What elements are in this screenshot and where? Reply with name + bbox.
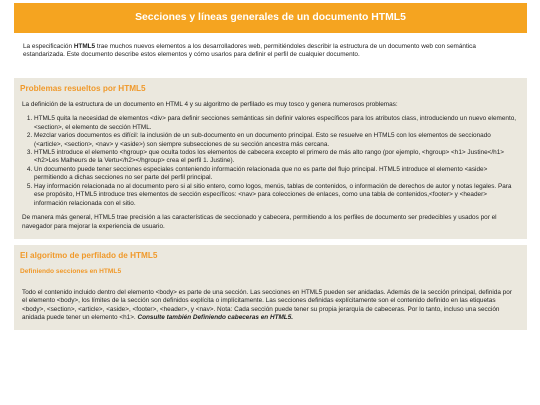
section-algorithm-title: El algoritmo de perfilado de HTML5: [20, 251, 158, 261]
page-title: Secciones y líneas generales de un documento HTML5: [135, 12, 406, 24]
page-header: [14, 3, 527, 33]
intro-suffix: trae muchos nuevos elementos a los desarrolladores web, permitiéndoles describir la estructura de un documento web con semántica estandarizada. Este documento describe estos elementos y cómo usarlos para definir el perfil de cualquier documento.: [23, 43, 476, 59]
list-item: 3. HTML5 introduce el elemento <hgroup> que oculta todos los elementos de cabecera excepto el primero de más alto rango (por ejemplo, <hgroup> <h1> Justine</h1><h2>Les Malheurs de la Vertu</h2></hgroup> crea el perfil 1. Justine).: [34, 149, 518, 166]
problems-list: [22, 115, 518, 208]
section-algorithm-subtitle: Definiendo secciones en HTML5: [20, 267, 122, 275]
section-problems-title: Problemas resueltos por HTML5: [20, 83, 146, 93]
list-item: 5. Hay información relacionada no al documento pero si al sitio entero, como logos, menús, tablas de contenidos, o información de derechos de autor y notas legales. Para ese propósito, HTML5 introduce tres elementos de sección específicos: <nav> para colecciones de enlaces, como una tabla de contenidos,<footer> y <header> información relacionada con el sitio.: [34, 183, 518, 208]
intro-prefix: La especificación: [23, 43, 74, 50]
section-algorithm-body-text: Todo el contenido incluido dentro del elemento <body> es parte de una sección. Las secciones en HTML5 pueden ser anidadas. Además de la sección principal, definida por el elemento <body>, los límites de la sección son definidos explícita o implícitamente. Las secciones definidas explícitamente son el contenido definido en las etiquetas <body>, <section>, <article>, <aside>, <footer>, <header>, y <nav>. Nota: Cada sección puede tener su propia jerarquía de cabeceras. Por lo tanto, incluso una sección anidada puede tener un elemento <h1>.: [22, 288, 512, 321]
list-item: 2. Mezclar varios documentos es difícil: la inclusión de un sub-documento en un documento principal. Esto se resuelve en HTML5 con los elementos de seccionado (<article>, <section>, <nav> y <aside>) son siempre subsecciones de su sección ancestra más cercana.: [34, 132, 518, 149]
list-item: 4. Un documento puede tener secciones especiales conteniendo información relacionada que no es parte del flujo principal. HTML5 introduce el elemento <aside> permitiendo a dichas secciones no ser parte del perfil principal.: [34, 166, 518, 183]
section-algorithm: [14, 245, 527, 330]
section-problems: [14, 78, 527, 239]
section-problems-lead: La definición de la estructura de un documento en HTML 4 y su algoritmo de perfilado es muy tosco y genera numerosos problemas:: [22, 100, 398, 108]
see-also-link[interactable]: Consulte también Definiendo cabeceras en HTML5.: [137, 313, 294, 321]
list-item: 1. HTML5 quita la necesidad de elementos <div> para definir secciones semánticas sin definir valores específicos para los atributos class, introduciendo un nuevo elemento, <section>, el elemento de sección HTML.: [34, 115, 518, 132]
section-algorithm-body: [22, 289, 518, 323]
intro-paragraph: [14, 33, 527, 60]
section-problems-closing: De manera más general, HTML5 trae precisión a las características de seccionado y cabecera, permitiendo a los perfiles de documento ser predecibles y usados por el navegador para mejorar la experiencia de usuario.: [22, 214, 497, 230]
intro-strong: HTML5: [73, 43, 96, 50]
